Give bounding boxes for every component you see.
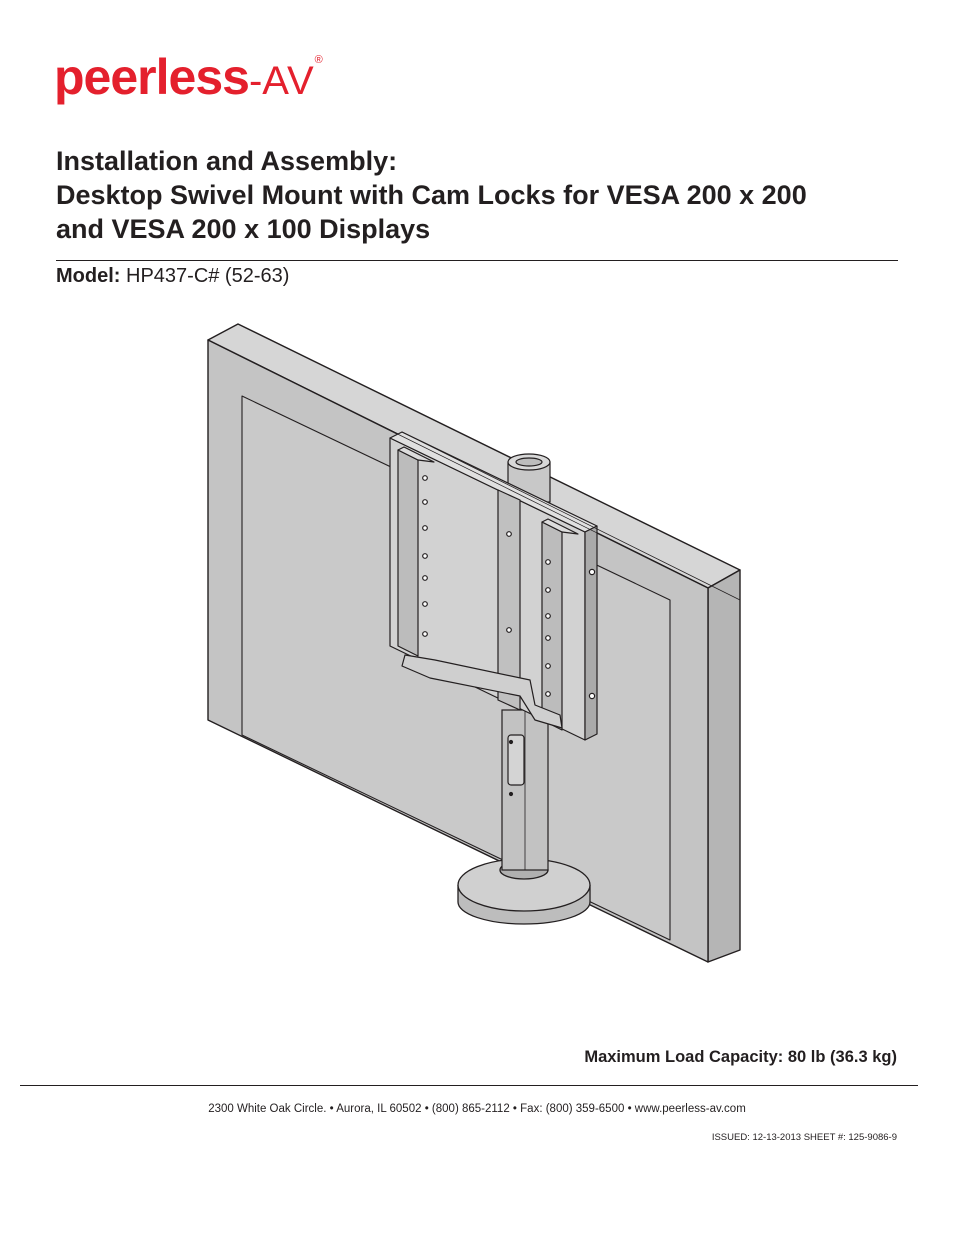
company-address <box>0 1103 954 1115</box>
address-phone: (800) 865-2112 <box>431 1103 510 1115</box>
model-label: Model: <box>56 265 121 287</box>
address-separator: • <box>512 1103 517 1115</box>
logo-dash: - <box>248 59 263 103</box>
title-line-2: Desktop Swivel Mount with Cam Locks for VESA 200 x 200 <box>56 180 807 210</box>
peerless-av-logo <box>54 49 323 105</box>
mount-illustration <box>190 310 750 970</box>
title-line-1: Installation and Assembly: <box>56 146 398 176</box>
address-website: www.peerless-av.com <box>634 1103 746 1115</box>
title-line-3: and VESA 200 x 100 Displays <box>56 214 431 244</box>
header-divider <box>56 260 898 261</box>
max-load-capacity: Maximum Load Capacity: 80 lb (36.3 kg) <box>584 1048 897 1066</box>
document-title <box>56 144 916 246</box>
logo-brand: peerless <box>54 49 249 105</box>
footer-divider <box>20 1085 918 1086</box>
address-fax: Fax: (800) 359-6500 <box>520 1103 625 1115</box>
model-line <box>56 265 289 288</box>
address-street: 2300 White Oak Circle. <box>208 1103 327 1115</box>
registered-mark: ® <box>314 54 323 66</box>
logo-suffix: AV <box>262 59 315 103</box>
address-separator: • <box>627 1103 632 1115</box>
model-value: HP437-C# (52-63) <box>126 265 290 287</box>
issued-sheet-number: ISSUED: 12-13-2013 SHEET #: 125-9086-9 <box>711 1132 897 1143</box>
address-separator: • <box>424 1103 429 1115</box>
address-city: Aurora, IL 60502 <box>336 1103 422 1115</box>
address-separator: • <box>329 1103 334 1115</box>
